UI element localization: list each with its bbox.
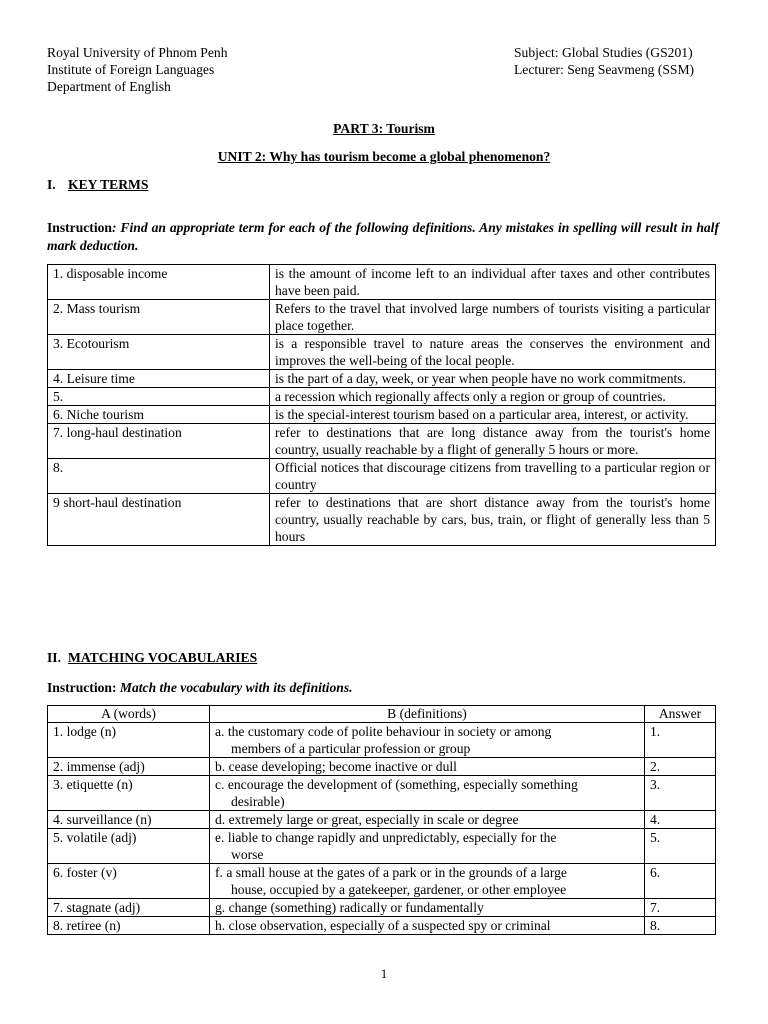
vocabulary-word-cell: 3. etiquette (n) <box>48 776 210 811</box>
key-term-cell: 6. Niche tourism <box>48 406 270 424</box>
answer-cell[interactable]: 3. <box>645 776 716 811</box>
vocabulary-word-cell: 2. immense (adj) <box>48 758 210 776</box>
key-term-row <box>48 300 716 335</box>
vocabulary-definition-cell <box>210 917 645 935</box>
key-term-row <box>48 370 716 388</box>
vocabulary-word-cell: 5. volatile (adj) <box>48 829 210 864</box>
key-term-definition-cell: is a responsible travel to nature areas the conserves the environment and improves the well-being of the local people. <box>270 335 716 370</box>
key-term-row <box>48 388 716 406</box>
instruction-text: Match the vocabulary with its definitions. <box>116 680 353 695</box>
matching-row <box>48 899 716 917</box>
answer-cell[interactable]: 5. <box>645 829 716 864</box>
answer-cell[interactable]: 4. <box>645 811 716 829</box>
key-term-cell: 3. Ecotourism <box>48 335 270 370</box>
definition-first-line: e. liable to change rapidly and unpredictably, especially for the <box>215 830 557 845</box>
definition-first-line: g. change (something) radically or fundamentally <box>215 900 484 915</box>
institution-block <box>47 44 228 95</box>
column-header-answer: Answer <box>645 706 716 723</box>
key-term-cell: 8. <box>48 459 270 494</box>
key-term-row <box>48 335 716 370</box>
unit-title: UNIT 2: Why has tourism become a global phenomenon? <box>217 149 551 164</box>
matching-row <box>48 776 716 811</box>
section-1-instruction <box>47 219 719 255</box>
institute-name: Institute of Foreign Languages <box>47 62 215 77</box>
definition-first-line: h. close observation, especially of a suspected spy or criminal <box>215 918 551 933</box>
instruction-label: Instruction: <box>47 680 117 695</box>
vocabulary-word-cell: 4. surveillance (n) <box>48 811 210 829</box>
key-term-definition-cell: is the amount of income left to an individual after taxes and other contributes have been paid. <box>270 265 716 300</box>
instruction-label: Instruction <box>47 220 112 235</box>
key-term-definition-cell: Official notices that discourage citizens from travelling to a particular region or country <box>270 459 716 494</box>
section-1-heading <box>47 177 148 193</box>
definition-continuation: desirable) <box>231 794 285 809</box>
matching-row <box>48 864 716 899</box>
column-header-definitions: B (definitions) <box>210 706 645 723</box>
key-term-definition-cell: is the part of a day, week, or year when people have no work commitments. <box>270 370 716 388</box>
university-name: Royal University of Phnom Penh <box>47 45 228 60</box>
answer-cell[interactable]: 2. <box>645 758 716 776</box>
definition-continuation: worse <box>231 847 264 862</box>
vocabulary-word-cell: 7. stagnate (adj) <box>48 899 210 917</box>
vocabulary-definition-cell <box>210 723 645 758</box>
section-1-number: I. <box>47 177 56 192</box>
key-term-cell: 4. Leisure time <box>48 370 270 388</box>
section-1-title: KEY TERMS <box>68 177 149 192</box>
matching-row <box>48 829 716 864</box>
instruction-text: : Find an appropriate term for each of the following definitions. Any mistakes in spelling will result in half mark deduction. <box>47 220 719 253</box>
definition-continuation: members of a particular profession or group <box>231 741 471 756</box>
matching-row <box>48 917 716 935</box>
key-term-row <box>48 424 716 459</box>
key-term-definition-cell: a recession which regionally affects only a region or group of countries. <box>270 388 716 406</box>
key-term-row <box>48 459 716 494</box>
definition-first-line: f. a small house at the gates of a park or in the grounds of a large <box>215 865 567 880</box>
matching-table <box>47 705 716 935</box>
department-name: Department of English <box>47 79 171 94</box>
definition-first-line: b. cease developing; become inactive or dull <box>215 759 457 774</box>
vocabulary-word-cell: 1. lodge (n) <box>48 723 210 758</box>
part-title: PART 3: Tourism <box>333 121 435 136</box>
vocabulary-word-cell: 8. retiree (n) <box>48 917 210 935</box>
definition-first-line: d. extremely large or great, especially in scale or degree <box>215 812 519 827</box>
answer-cell[interactable]: 8. <box>645 917 716 935</box>
key-term-cell: 9 short-haul destination <box>48 494 270 546</box>
key-term-cell: 7. long-haul destination <box>48 424 270 459</box>
vocabulary-word-cell: 6. foster (v) <box>48 864 210 899</box>
vocabulary-definition-cell <box>210 899 645 917</box>
key-term-row <box>48 406 716 424</box>
key-terms-table <box>47 264 716 546</box>
matching-row <box>48 811 716 829</box>
key-term-definition-cell: Refers to the travel that involved large numbers of tourists visiting a particular place together. <box>270 300 716 335</box>
vocabulary-definition-cell <box>210 829 645 864</box>
column-header-words: A (words) <box>48 706 210 723</box>
vocabulary-definition-cell <box>210 776 645 811</box>
answer-cell[interactable]: 7. <box>645 899 716 917</box>
key-term-cell: 1. disposable income <box>48 265 270 300</box>
vocabulary-definition-cell <box>210 864 645 899</box>
matching-row <box>48 723 716 758</box>
vocabulary-definition-cell <box>210 758 645 776</box>
matching-row <box>48 758 716 776</box>
subject-line: Subject: Global Studies (GS201) <box>514 45 693 60</box>
matching-header-row <box>48 706 716 723</box>
answer-cell[interactable]: 6. <box>645 864 716 899</box>
section-2-instruction <box>47 679 719 697</box>
section-2-number: II. <box>47 650 61 665</box>
vocabulary-definition-cell <box>210 811 645 829</box>
section-2-title: MATCHING VOCABULARIES <box>68 650 258 665</box>
page-number: 1 <box>380 966 388 981</box>
definition-first-line: a. the customary code of polite behaviour in society or among <box>215 724 552 739</box>
definition-first-line: c. encourage the development of (something, especially something <box>215 777 578 792</box>
section-2-heading <box>47 650 257 666</box>
lecturer-line: Lecturer: Seng Seavmeng (SSM) <box>514 62 695 77</box>
key-term-row <box>48 265 716 300</box>
definition-continuation: house, occupied by a gatekeeper, gardener, or other employee <box>231 882 567 897</box>
key-term-definition-cell: refer to destinations that are short distance away from the tourist's home country, usually reachable by cars, bus, train, or flight of generally less than 5 hours <box>270 494 716 546</box>
key-term-cell: 2. Mass tourism <box>48 300 270 335</box>
key-term-definition-cell: is the special-interest tourism based on a particular area, interest, or activity. <box>270 406 716 424</box>
answer-cell[interactable]: 1. <box>645 723 716 758</box>
key-term-row <box>48 494 716 546</box>
key-term-cell: 5. <box>48 388 270 406</box>
key-term-definition-cell: refer to destinations that are long distance away from the tourist's home country, usually reachable by a flight of generally 5 hours or more. <box>270 424 716 459</box>
course-block <box>514 44 694 78</box>
